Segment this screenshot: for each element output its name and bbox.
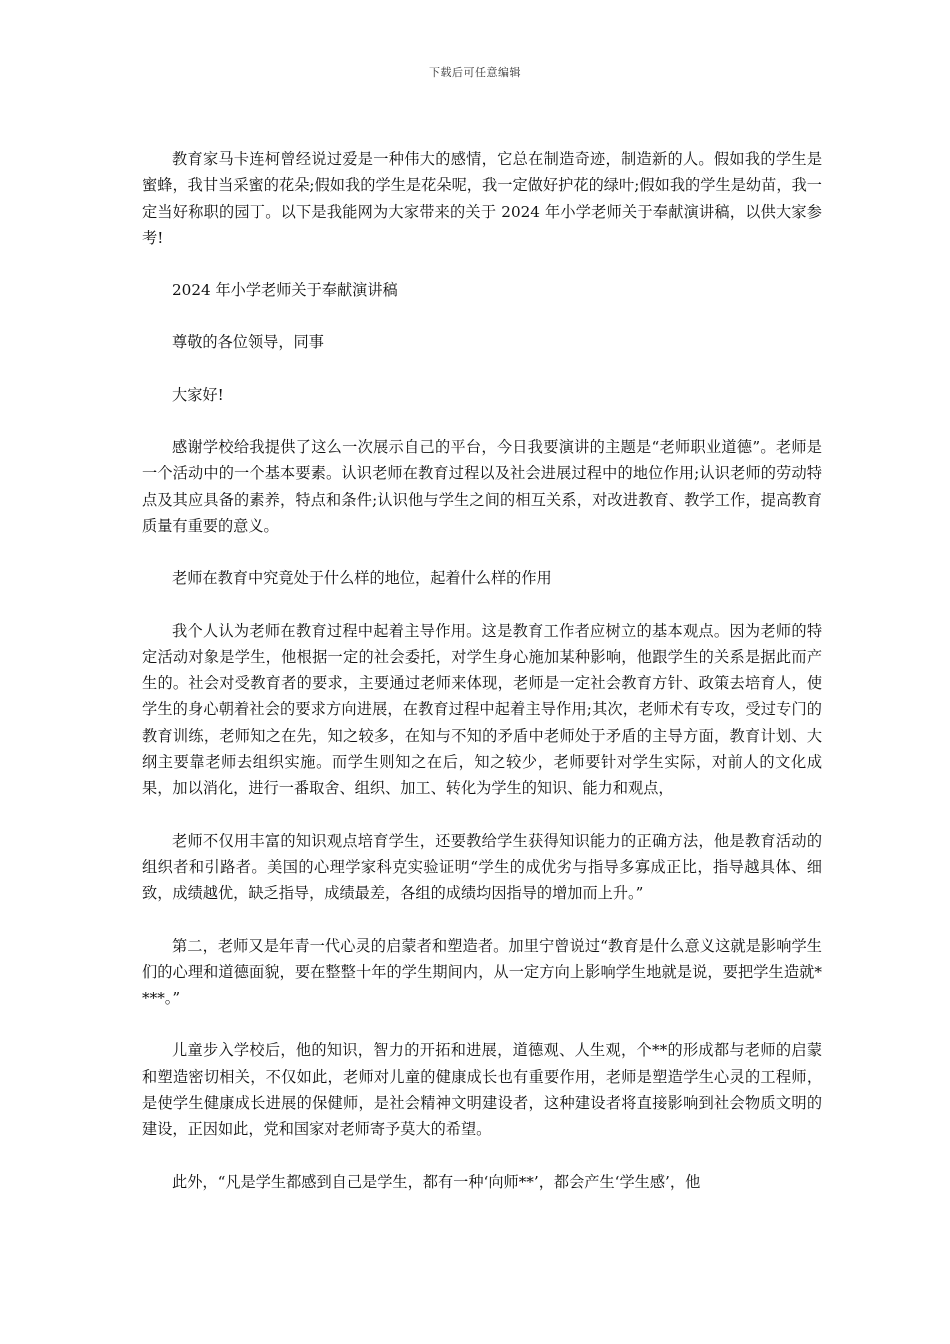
body-paragraph: 儿童步入学校后，他的知识，智力的开拓和进展，道德观、人生观，个**的形成都与老师的启蒙和塑造密切相关，不仅如此，老师对儿童的健康成长也有重要作用，老师是塑造学生心灵的工程师，是使学生健康成长进展的保健师，是社会精神文明建设者，这种建设者将直接影响到社会物质文明的建设，正因如此，党和国家对老师寄予莫大的希望。 [142, 1041, 822, 1139]
body-paragraph: 我个人认为老师在教育过程中起着主导作用。这是教育工作者应树立的基本观点。因为老师的特定活动对象是学生，他根据一定的社会委托，对学生身心施加某种影响，他跟学生的关系是据此而产生的。社会对受教育者的要求，主要通过老师来体现，老师是一定社会教育方针、政策去培育人，使学生的身心朝着社会的要求方向进展，在教育过程中起着主导作用;其次，老师术有专攻，受过专门的教育训练，老师知之在先，知之较多，在知与不知的矛盾中老师处于矛盾的主导方面，教育计划、大纲主要靠老师去组织实施。而学生则知之在后，知之较少，老师要针对学生实际，对前人的文化成果，加以消化，进行一番取舍、组织、加工、转化为学生的知识、能力和观点， [142, 621, 822, 798]
page-header: 下载后可任意编辑 [429, 66, 521, 79]
greeting: 大家好! [172, 385, 224, 404]
body-paragraph: 感谢学校给我提供了这么一次展示自己的平台，今日我要演讲的主题是“老师职业道德”。老师是一个活动中的一个基本要素。认识老师在教育过程以及社会进展过程中的地位作用;认识老师的劳动特点及其应具备的素养，特点和条件;认识他与学生之间的相互关系，对改进教育、教学工作，提高教育质量有重要的意义。 [142, 438, 822, 535]
body-paragraph: 老师不仅用丰富的知识观点培育学生，还要教给学生获得知识能力的正确方法，他是教育活动的组织者和引路者。美国的心理学家科克实验证明“学生的成优劣与指导多寡成正比，指导越具体、细致，成绩越优，缺乏指导，成绩最差，各组的成绩均因指导的增加而上升。” [142, 831, 822, 903]
document-body [142, 146, 822, 1221]
salutation: 尊敬的各位领导，同事 [172, 333, 324, 352]
body-paragraph: 此外，“凡是学生都感到自己是学生，都有一种‘向师**’，都会产生‘学生感’，他 [172, 1172, 701, 1191]
body-paragraph: 第二，老师又是年青一代心灵的启蒙者和塑造者。加里宁曾说过“教育是什么意义这就是影响学生们的心理和道德面貌，要在整整十年的学生期间内，从一定方向上影响学生地就是说，要把学生造就****。” [142, 936, 822, 1008]
section-heading: 老师在教育中究竟处于什么样的地位，起着什么样的作用 [172, 569, 552, 588]
speech-title: 2024 年小学老师关于奉献演讲稿 [172, 281, 398, 300]
intro-paragraph: 教育家马卡连柯曾经说过爱是一种伟大的感情，它总在制造奇迹，制造新的人。假如我的学生是蜜蜂，我甘当采蜜的花朵;假如我的学生是花朵呢，我一定做好护花的绿叶;假如我的学生是幼苗，我一定当好称职的园丁。以下是我能网为大家带来的关于 2024 年小学老师关于奉献演讲稿，以供大家参考! [142, 150, 822, 247]
